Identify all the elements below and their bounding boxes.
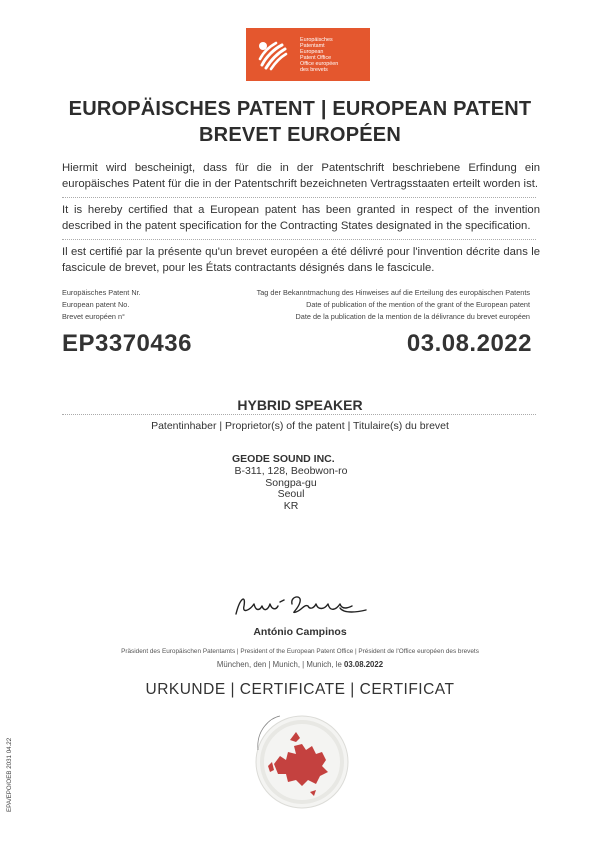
certification-text-en: It is hereby certified that a European patent has been granted in respect of the invention described in the patent specification for the Contracting States designated in the specification.	[62, 204, 540, 232]
title-line-2: BREVET EUROPÉEN	[199, 124, 401, 146]
certification-text-fr: Il est certifié par la présente qu'un brevet européen a été délivré pour l'invention décrite dans le fascicule de brevet, pour les États contractants désignés dans le fascicule.	[62, 246, 540, 274]
patent-number: EP3370436	[62, 330, 192, 357]
epo-logo	[246, 28, 370, 81]
signature-image	[232, 588, 372, 629]
publication-date-labels: Tag der Bekanntmachung des Hinweises auf die Erteilung des europäischen Patents Date of publication of the mention of the grant of the European patent Date de la publication de la mention de la délivrance du brevet européen	[256, 288, 530, 321]
proprietor-name: GEODE SOUND INC.	[232, 453, 335, 465]
publication-date: 03.08.2022	[406, 330, 532, 357]
signature-place-date: München, den | Munich, | Munich, le 03.08.2022	[216, 660, 384, 669]
epo-logo-mark-icon	[246, 28, 298, 81]
epo-logo-text: Europäisches Patentamt European Patent Office Office européen des brevets	[300, 36, 339, 73]
patent-number-labels: Europäisches Patent Nr. European patent No. Brevet européen n°	[62, 288, 141, 321]
signatory-title: Präsident des Europäischen Patentamts | President of the European Patent Office | Président de l'Office européen des brevets	[121, 648, 479, 655]
proprietor-label: Patentinhaber | Proprietor(s) of the patent | Titulaire(s) du brevet	[151, 420, 449, 432]
title-line-1: EUROPÄISCHES PATENT | EUROPEAN PATENT	[68, 98, 532, 120]
form-code: EPA/EPO/OEB 2031 04.22	[6, 737, 13, 812]
divider	[62, 239, 536, 240]
divider	[62, 197, 536, 198]
proprietor-address: B-311, 128, Beobwon-ro Songpa-gu Seoul KR	[234, 465, 348, 512]
epo-seal-image	[250, 710, 360, 820]
signatory-name: António Campinos	[253, 626, 347, 638]
certification-text-de: Hiermit wird bescheinigt, dass für die in der Patentschrift beschriebene Erfindung ein europäisches Patent für die in der Patentschrift bezeichneten Vertragsstaaten erteilt worden ist.	[62, 162, 540, 190]
invention-title: HYBRID SPEAKER	[237, 397, 363, 413]
certificate-label: URKUNDE | CERTIFICATE | CERTIFICAT	[145, 681, 455, 698]
divider	[62, 414, 536, 415]
